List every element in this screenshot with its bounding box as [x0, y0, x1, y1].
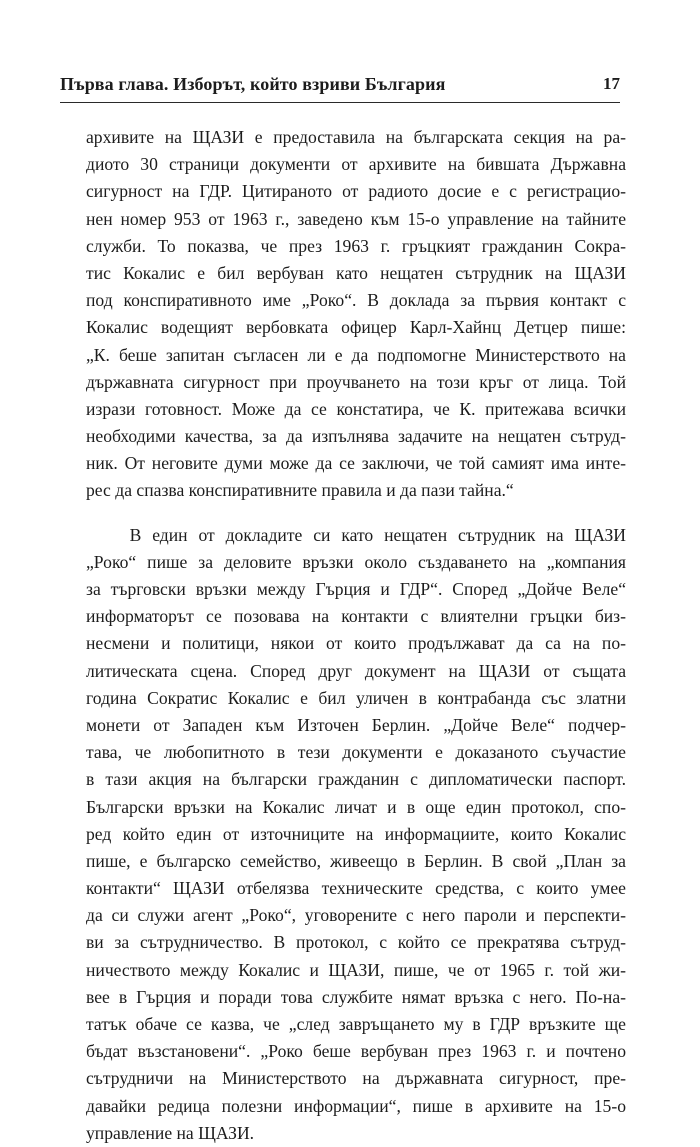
paragraph-gap: [86, 505, 626, 522]
text-line: давайки редица полезни информации“, пише в архивите на 15-о: [86, 1095, 626, 1116]
text-line: татък обаче се казва, че „след завръщането му в ГДР връзките ще: [86, 1014, 626, 1034]
text-line: да си служи агент „Роко“, уговорените с него пароли и перспекти-: [86, 905, 626, 926]
text-line: вее в Гърция и поради това службите нямат връзка с него. По-на-: [86, 986, 626, 1007]
paragraph-2: [86, 522, 626, 1147]
text-line: сигурност на ГДР. Цитираното от радиото досие е с регистрацио-: [86, 181, 626, 202]
text-line: рес да спазва конспиративните правила и да пази тайна.“: [86, 480, 514, 501]
text-line: сътрудничи на Министерството на държавната сигурност, пре-: [86, 1068, 626, 1089]
text-line: държавната сигурност при проучването на този кръг от лица. Той: [86, 371, 626, 392]
text-line: монети от Западен към Източен Берлин. „Дойче Веле“ подчер-: [86, 714, 626, 735]
text-line: ничеството между Кокалис и ЩАЗИ, пише, че от 1965 г. той жи-: [86, 959, 626, 980]
text-line: ред който един от източниците на информациите, които Кокалис: [86, 823, 626, 844]
text-line: В един от докладите си като нещатен сътрудник на ЩАЗИ: [86, 524, 626, 545]
text-line: ви за сътрудничество. В протокол, с който се прекратява сътруд-: [86, 932, 626, 953]
text-line: литическата сцена. Според друг документ на ЩАЗИ от същата: [86, 660, 626, 681]
text-line: бъдат възстановени“. „Роко беше вербуван през 1963 г. и почтено: [86, 1041, 626, 1062]
text-line: за търговски връзки между Гърция и ГДР“. Според „Дойче Веле“: [86, 579, 626, 599]
text-line: информаторът се позовава на контакти с влиятелни гръцки биз-: [86, 606, 626, 627]
paragraph-1: [86, 124, 626, 505]
text-line: диото 30 страници документи от архивите на бившата Държавна: [86, 154, 626, 175]
text-line: архивите на ЩАЗИ е предоставила на българската секция на ра-: [86, 127, 626, 147]
text-line: пише, е българско семейство, живеещо в Берлин. В свой „План за: [86, 850, 626, 871]
text-line: под конспиративното име „Роко“. В доклада за първия контакт с: [86, 290, 626, 311]
text-line: тава, че любопитното в тези документи е доказаното съучастие: [86, 742, 626, 763]
text-line: нен номер 953 от 1963 г., заведено към 15-о управление на тайните: [86, 208, 626, 229]
chapter-title: Първа глава. Изборът, който взриви България: [60, 74, 446, 94]
text-line: Кокалис водещият вербовката офицер Карл-Хайнц Детцер пише:: [86, 317, 626, 338]
body-text: [86, 124, 626, 1147]
text-line: „К. беше запитан съгласен ли е да подпомогне Министерството на: [86, 344, 626, 365]
text-line: ник. От неговите думи може да се заключи, че той самият има инте-: [86, 453, 626, 474]
text-line: необходими качества, за да изпълнява задачите на нещатен сътруд-: [86, 426, 626, 447]
text-line: година Сократис Кокалис е бил уличен в контрабанда със златни: [86, 687, 626, 708]
page-number: 17: [603, 74, 620, 93]
text-line: служби. То показва, че през 1963 г. гръцкият гражданин Сокра-: [86, 235, 626, 256]
text-line: контакти“ ЩАЗИ отбелязва техническите средства, с които умее: [86, 878, 626, 899]
text-line: „Роко“ пише за деловите връзки около създаването на „компания: [86, 551, 626, 572]
text-line: несмени и политици, някои от които продължават да са на по-: [86, 633, 626, 654]
running-header: [60, 72, 620, 103]
text-line: управление на ЩАЗИ.: [86, 1122, 255, 1143]
text-line: Български връзки на Кокалис личат и в още един протокол, спо-: [86, 796, 626, 817]
text-line: изрази готовност. Може да се констатира, че К. притежава всички: [86, 398, 626, 419]
text-line: тис Кокалис е бил вербуван като нещатен сътрудник на ЩАЗИ: [86, 262, 626, 283]
text-line: в тази акция на български гражданин с дипломатически паспорт.: [86, 769, 626, 790]
